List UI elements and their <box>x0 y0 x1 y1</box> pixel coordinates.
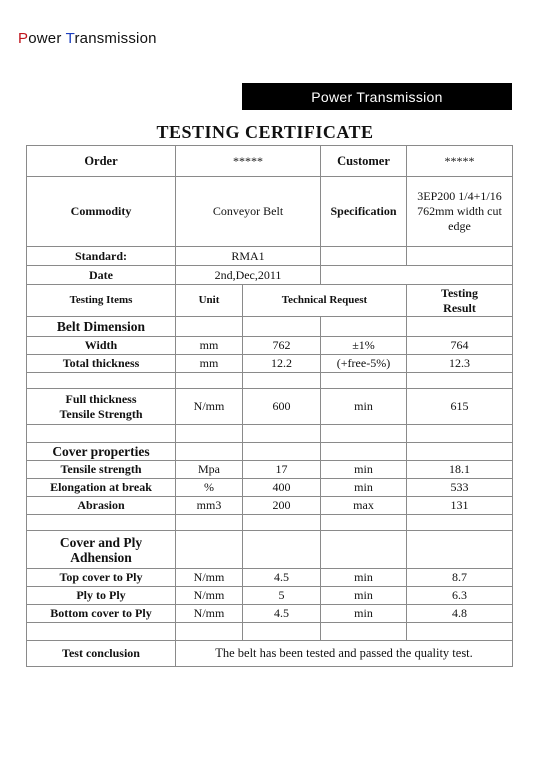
table-row <box>27 355 513 373</box>
section-heading-cover-ply <box>27 531 176 569</box>
item-unit: mm <box>176 355 243 373</box>
conclusion-label: Test conclusion <box>27 641 176 667</box>
section-heading-cover-ply-line-2: Adhension <box>70 549 132 565</box>
section-heading-cover-properties: Cover properties <box>27 443 176 461</box>
empty-cell <box>407 515 513 531</box>
item-name-line-2: Tensile Strength <box>59 406 143 421</box>
empty-cell <box>176 443 243 461</box>
brand-initial-p: P <box>18 30 29 47</box>
empty-cell <box>176 317 243 337</box>
certificate-title: TESTING CERTIFICATE <box>156 122 374 142</box>
specification-value <box>407 177 513 247</box>
item-name: Ply to Ply <box>27 587 176 605</box>
item-result: 4.8 <box>407 605 513 623</box>
specification-label: Specification <box>321 177 407 247</box>
standard-value: RMA1 <box>176 247 321 266</box>
specification-line-2: 762mm width cut <box>417 204 502 218</box>
item-name: Total thickness <box>27 355 176 373</box>
item-name: Abrasion <box>27 497 176 515</box>
conclusion-text: The belt has been tested and passed the quality test. <box>176 641 513 667</box>
customer-label: Customer <box>321 146 407 177</box>
table-row <box>27 497 513 515</box>
item-request-tolerance: max <box>321 497 407 515</box>
table-row <box>27 569 513 587</box>
order-label: Order <box>27 146 176 177</box>
empty-cell <box>407 425 513 443</box>
item-request-value: 5 <box>243 587 321 605</box>
item-request-tolerance: min <box>321 461 407 479</box>
item-name: Width <box>27 337 176 355</box>
date-value: 2nd,Dec,2011 <box>176 266 321 285</box>
item-request-value: 4.5 <box>243 569 321 587</box>
spacer-row <box>27 425 513 443</box>
item-result: 615 <box>407 389 513 425</box>
column-header-result-line-1: Testing <box>441 285 478 300</box>
item-request-tolerance: ±1% <box>321 337 407 355</box>
date-label: Date <box>27 266 176 285</box>
item-name: Bottom cover to Ply <box>27 605 176 623</box>
table-row <box>27 461 513 479</box>
customer-value: ***** <box>407 146 513 177</box>
empty-cell <box>27 373 176 389</box>
item-request-value: 762 <box>243 337 321 355</box>
item-name: Top cover to Ply <box>27 569 176 587</box>
item-unit: % <box>176 479 243 497</box>
brand-logo-text <box>18 30 157 47</box>
brand-word-ransmission: ransmission <box>74 30 157 47</box>
empty-cell <box>321 515 407 531</box>
empty-cell <box>176 373 243 389</box>
item-request-value: 4.5 <box>243 605 321 623</box>
item-request-tolerance: (+free-5%) <box>321 355 407 373</box>
empty-cell <box>243 443 321 461</box>
item-request-value: 12.2 <box>243 355 321 373</box>
item-result: 8.7 <box>407 569 513 587</box>
table-row <box>27 337 513 355</box>
brand-word-ower: ower <box>28 30 66 47</box>
item-request-tolerance: min <box>321 569 407 587</box>
item-name <box>27 389 176 425</box>
standard-row <box>27 247 513 266</box>
column-header-row <box>27 285 513 317</box>
order-value: ***** <box>176 146 321 177</box>
item-request-tolerance: min <box>321 605 407 623</box>
conclusion-row <box>27 641 513 667</box>
item-request-tolerance: min <box>321 389 407 425</box>
date-row <box>27 266 513 285</box>
item-result: 18.1 <box>407 461 513 479</box>
specification-line-3: edge <box>448 219 471 233</box>
commodity-value: Conveyor Belt <box>176 177 321 247</box>
item-request-value: 600 <box>243 389 321 425</box>
spacer-row <box>27 373 513 389</box>
table-row <box>27 479 513 497</box>
certificate-table <box>26 145 513 667</box>
item-unit: mm3 <box>176 497 243 515</box>
item-unit: N/mm <box>176 605 243 623</box>
empty-cell <box>176 515 243 531</box>
empty-cell <box>321 425 407 443</box>
empty-cell <box>407 623 513 641</box>
item-result: 131 <box>407 497 513 515</box>
empty-cell <box>27 515 176 531</box>
item-unit: Mpa <box>176 461 243 479</box>
table-row <box>27 389 513 425</box>
column-header-result-line-2: Result <box>443 300 476 315</box>
empty-cell <box>243 317 321 337</box>
standard-label: Standard: <box>27 247 176 266</box>
empty-cell <box>321 623 407 641</box>
item-request-value: 17 <box>243 461 321 479</box>
brand-initial-t: T <box>65 30 75 47</box>
empty-cell <box>243 623 321 641</box>
empty-cell <box>27 425 176 443</box>
item-result: 12.3 <box>407 355 513 373</box>
column-header-result <box>407 285 513 317</box>
column-header-request: Technical Request <box>243 285 407 317</box>
order-row <box>27 146 513 177</box>
empty-cell <box>321 531 407 569</box>
empty-cell <box>407 373 513 389</box>
item-result: 764 <box>407 337 513 355</box>
item-result: 533 <box>407 479 513 497</box>
item-unit: N/mm <box>176 569 243 587</box>
empty-cell <box>176 531 243 569</box>
empty-cell <box>243 531 321 569</box>
table-row <box>27 605 513 623</box>
empty-cell <box>243 515 321 531</box>
section-heading-belt-dimension: Belt Dimension <box>27 317 176 337</box>
empty-cell <box>243 425 321 443</box>
empty-cell <box>321 266 513 285</box>
empty-cell <box>176 425 243 443</box>
item-request-value: 400 <box>243 479 321 497</box>
empty-cell <box>243 373 321 389</box>
empty-cell <box>407 317 513 337</box>
empty-cell <box>321 247 407 266</box>
empty-cell <box>176 623 243 641</box>
specification-line-1: 3EP200 1/4+1/16 <box>417 189 502 203</box>
item-request-tolerance: min <box>321 587 407 605</box>
item-unit: N/mm <box>176 389 243 425</box>
section-row-belt-dimension <box>27 317 513 337</box>
commodity-row <box>27 177 513 247</box>
item-name: Tensile strength <box>27 461 176 479</box>
item-unit: N/mm <box>176 587 243 605</box>
empty-cell <box>321 443 407 461</box>
item-unit: mm <box>176 337 243 355</box>
empty-cell <box>407 247 513 266</box>
item-request-value: 200 <box>243 497 321 515</box>
commodity-label: Commodity <box>27 177 176 247</box>
spacer-row <box>27 515 513 531</box>
item-name-line-1: Full thickness <box>65 391 137 406</box>
column-header-unit: Unit <box>176 285 243 317</box>
section-heading-cover-ply-line-1: Cover and Ply <box>59 534 143 550</box>
column-header-items: Testing Items <box>27 285 176 317</box>
section-row-cover-properties <box>27 443 513 461</box>
spacer-row <box>27 623 513 641</box>
item-name: Elongation at break <box>27 479 176 497</box>
empty-cell <box>407 443 513 461</box>
empty-cell <box>321 373 407 389</box>
item-request-tolerance: min <box>321 479 407 497</box>
section-row-cover-ply <box>27 531 513 569</box>
empty-cell <box>27 623 176 641</box>
empty-cell <box>407 531 513 569</box>
empty-cell <box>321 317 407 337</box>
header-banner: Power Transmission <box>242 83 512 110</box>
table-row <box>27 587 513 605</box>
item-result: 6.3 <box>407 587 513 605</box>
